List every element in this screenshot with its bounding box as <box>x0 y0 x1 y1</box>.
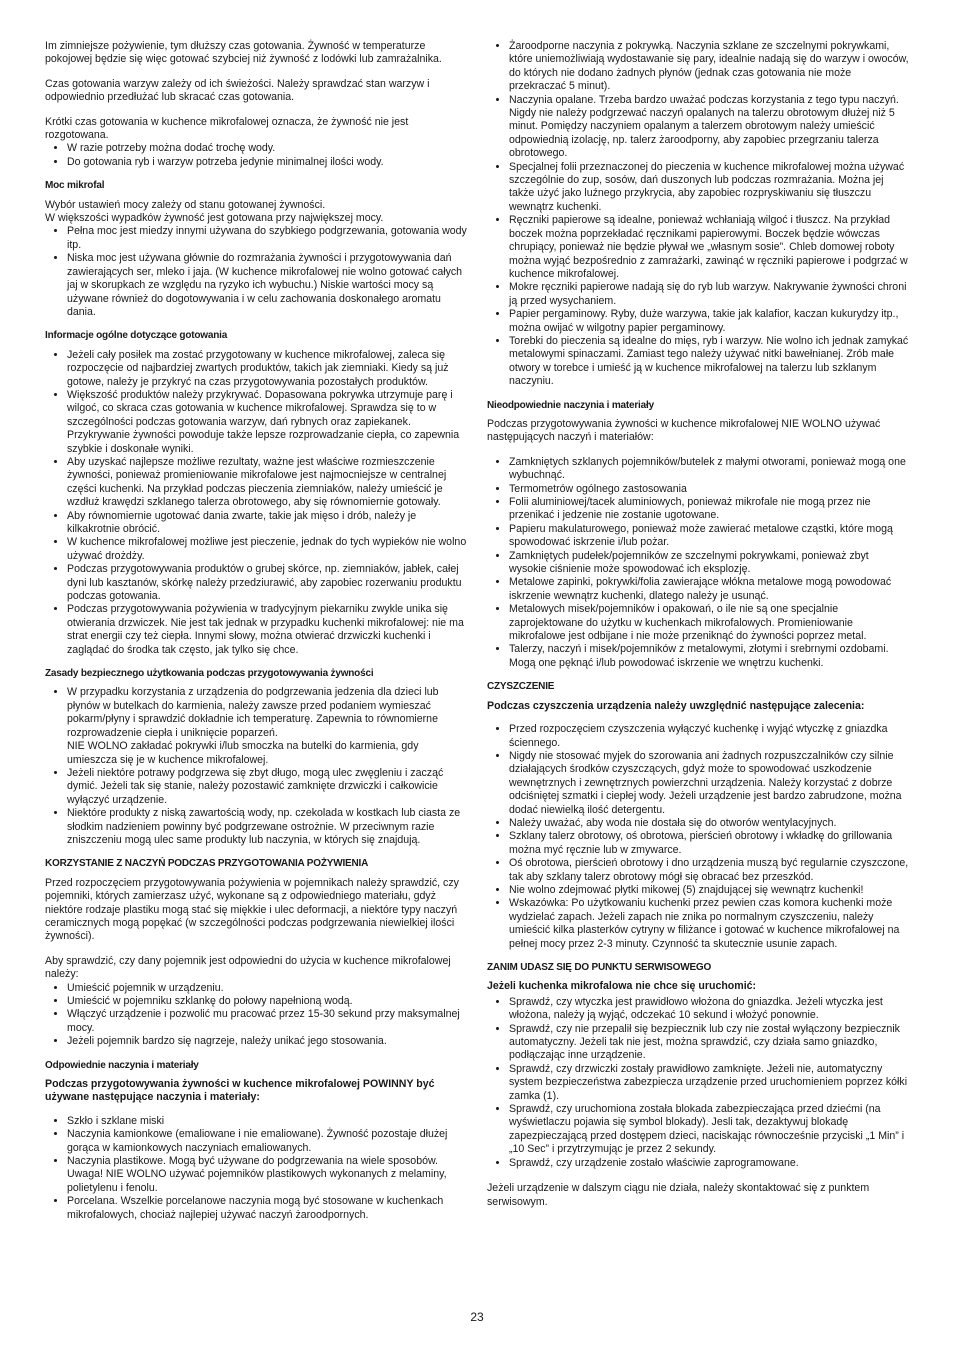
section-heading-korzystanie: KORZYSTANIE Z NACZYŃ PODCZAS PRZYGOTOWANIA POŻYWIENIA <box>45 858 369 870</box>
paragraph: Podczas przygotowywania żywności w kuchence mikrofalowej NIE WOLNO używać następujących naczyń i materiałów: <box>487 417 881 444</box>
section-heading-czyszczenie: CZYSZCZENIE <box>487 681 555 693</box>
intro-paragraph: Im zimniejsze pożywienie, tym dłuższy czas gotowania. Żywność w temperaturze pokojowej będzie się więc gotować szybciej niż żywność z lodówki lub zamrażalnika. <box>45 40 442 66</box>
list-item-extra: NIE WOLNO zakładać pokrywki i/lub smoczka na butelki do karmienia, gdy umieszcza się je w kuchence mikrofalowej. <box>67 740 419 766</box>
list-item: • Zamkniętych pudełek/pojemników ze szczelnymi pokrywkami, ponieważ zbyt wysokie ciśnienie może spowodować ich eksplozję. <box>509 550 909 577</box>
bold-paragraph: Podczas przygotowywania żywności w kuchence mikrofalowej POWINNY być używane następujące naczynia i materiały: <box>45 1078 435 1104</box>
list-item: • Aby uzyskać najlepsze możliwe rezultaty, ważne jest właściwe rozmieszczenie żywności, ponieważ promieniowanie mikrofalowe jest najmocniejsze w centralnej części kuchenki. Na przykład podczas pieczenia ziemniaków, należy umieścić je wzdłuż krawędzi szklanego talerza obrotowego, aby się równomiernie gotowały. <box>67 456 467 510</box>
moc-list <box>45 225 467 319</box>
list-item: • Naczynia plastikowe. Mogą być używane do podgrzewania na wiele sposobów. Uwaga! NIE WOLNO używać pojemników plastikowych wykonanych z melaminy, polietylenu i fenolu. <box>67 1155 467 1195</box>
intro-paragraph: Krótki czas gotowania w kuchence mikrofalowej oznacza, że żywność nie jest rozgotowana. <box>45 115 409 142</box>
nieodpowiednie-list <box>487 456 909 671</box>
list-item: • W razie potrzeby można dodać trochę wody. <box>67 142 467 155</box>
list-item: • Sprawdź, czy wtyczka jest prawidłowo włożona do gniazdka. Jeżeli wtyczka jest włożona, należy ją wyjąć, odczekać 10 sekund i włożyć ponownie. <box>509 996 909 1023</box>
section-heading-odpowiednie: Odpowiednie naczynia i materiały <box>45 1059 199 1071</box>
intro-list <box>45 142 467 169</box>
list-item: • Metalowe zapinki, pokrywki/folia zawierające włókna metalowe mogą powodować iskrzenie wewnątrz kuchenki, dlatego należy je usunąć. <box>509 576 909 603</box>
list-item: • Nie wolno zdejmować płytki mikowej (5) znajdującej się wewnątrz kuchenki! <box>509 884 909 897</box>
list-item: • Nigdy nie stosować myjek do szorowania ani żadnych rozpuszczalników czy silnie działających środków czyszczących, gdyż może to spowodować uszkodzenie wewnętrznych i zewnętrznych powierzchni urządzenia. Należy korzystać z dobrze odciśniętej szmatki i ciepłej wody. Jeżeli urządzenie jest bardzo zabrudzone, można dodać niewielką ilość detergentu. <box>509 750 909 817</box>
section-heading-info: Informacje ogólne dotyczące gotowania <box>45 330 228 342</box>
serwis-list <box>487 996 909 1170</box>
list-item: • Sprawdź, czy nie przepalił się bezpiecznik lub czy nie został wyłączony bezpiecznik automatyczny. Jeżeli tak nie jest, można sprawdzić, czy działa samo gniazdko, podłączając inne urządzenie. <box>509 1023 909 1063</box>
list-item: • Sprawdź, czy urządzenie zostało właściwie zaprogramowane. <box>509 1157 909 1170</box>
list-item: • Należy uważać, aby woda nie dostała się do otworów wentylacyjnych. <box>509 817 909 830</box>
list-item: • Pełna moc jest miedzy innymi używana do szybkiego podgrzewania, gotowania wody itp. <box>67 225 467 252</box>
list-item: • Ręczniki papierowe są idealne, ponieważ wchłaniają wilgoć i tłuszcz. Na przykład boczek można poprzekładać ręcznikami papierowymi. Boczek będzie wówczas chrupiący, ponieważ nie będzie pływał we „własnym sosie”. Chleb domowej roboty można wyjąć bezpośrednio z zamrażarki, zawinąć w ręczniki papierowe i podgrzać w kuchence mikrofalowej. <box>509 214 909 281</box>
section-heading-zasady: Zasady bezpiecznego użytkowania podczas przygotowywania żywności <box>45 668 374 680</box>
list-item: • Do gotowania ryb i warzyw potrzeba jedynie minimalnej ilości wody. <box>67 156 467 169</box>
list-item: • Większość produktów należy przykrywać. Dopasowana pokrywka utrzymuje parę i wilgoć, co skraca czas gotowania w kuchence mikrofalowej. Sprawdza się to w szczególności podczas gotowania warzyw, dań rybnych oraz zapiekanek. Przykrywanie żywności powoduje także lepsze rozprowadzanie ciepła, co zapewnia szybkie i doskonałe wyniki. <box>67 389 467 456</box>
list-item: • Torebki do pieczenia są idealne do mięs, ryb i warzyw. Nie wolno ich jednak zamykać metalowymi spinaczami. Zamiast tego należy używać nitki bawełnianej. Zrób małe otwory w torebce i umieść ją w kuchence mikrofalowej na talerzu lub szklanym naczyniu. <box>509 335 909 389</box>
zasady-list <box>45 686 467 847</box>
intro-paragraph: Czas gotowania warzyw zależy od ich świeżości. Należy sprawdzać stan warzyw i odpowiednio przedłużać lub skracać czas gotowania. <box>45 77 430 104</box>
czyszczenie-list <box>487 723 909 951</box>
list-item: • Jeżeli cały posiłek ma zostać przygotowany w kuchence mikrofalowej, zaleca się rozpoczęcie od najbardziej zwartych produktów, takich jak ziemniaki. Kiedy są już gotowe, należy je przykryć na czas przygotowywania pozostałych produktów. <box>67 349 467 389</box>
list-item: • Oś obrotowa, pierścień obrotowy i dno urządzenia muszą być regularnie czyszczone, tak aby szklany talerz obrotowy mógł się obracać bez przeszkód. <box>509 857 909 884</box>
section-heading-moc: Moc mikrofal <box>45 180 105 192</box>
list-item: • Podczas przygotowywania pożywienia w tradycyjnym piekarniku zwykle unika się otwierania drzwiczek. Nie jest tak jednak w przypadku kuchenki mikrofalowej: nie ma strat energii czy też ciepła. Innymi słowy, można otwierać drzwiczki kuchenki i zaglądać do środka tak często, jak tylko się chce. <box>67 603 467 657</box>
list-item: • Papier pergaminowy. Ryby, duże warzywa, takie jak kalafior, kaczan kukurydzy itp., można owijać w wilgotny papier pergaminowy. <box>509 308 909 335</box>
odpowiednie-continued-list <box>487 40 909 389</box>
list-item: • Żaroodporne naczynia z pokrywką. Naczynia szklane ze szczelnymi pokrywkami, które uniemożliwiają wydostawanie się pary, idealnie nadają się do warzyw i owoców, do których nie dodano żadnych płynów (jednak czas gotowania nie może przekraczać 5 minut). <box>509 40 909 94</box>
list-item: • Szklany talerz obrotowy, oś obrotowa, pierścień obrotowy i wkładkę do grillowania można myć ręcznie lub w zmywarce. <box>509 830 909 857</box>
bold-paragraph: Podczas czyszczenia urządzenia należy uwzględnić następujące zalecenia: <box>487 699 865 712</box>
page-number: 23 <box>470 1310 484 1324</box>
odpowiednie-list <box>45 1115 467 1222</box>
list-item: • Mokre ręczniki papierowe nadają się do ryb lub warzyw. Nakrywanie żywności chroni ją przed wysychaniem. <box>509 281 909 308</box>
section-heading-serwis: ZANIM UDASZ SIĘ DO PUNKTU SERWISOWEGO <box>487 962 712 973</box>
list-item: • Papieru makulaturowego, ponieważ może zawierać metalowe cząstki, które mogą spowodować iskrzenie i/lub pożar. <box>509 523 909 550</box>
list-item: • Termometrów ogólnego zastosowania <box>509 483 909 496</box>
list-item: • Sprawdź, czy drzwiczki zostały prawidłowo zamknięte. Jeżeli nie, automatyczny system bezpieczeństwa zabezpiecza urządzenie przed uruchomieniem poprzez kółki zamka (1). <box>509 1063 909 1103</box>
list-item: • Metalowych misek/pojemników i opakowań, o ile nie są one specjalnie zaprojektowane do użytku w kuchenkach mikrofalowych. Promieniowanie mikrofalowe jest odbijane i nie może przeniknąć do żywności poprzez metal. <box>509 603 909 643</box>
list-item: • Aby równomiernie ugotować dania zwarte, takie jak mięso i drób, należy je kilkakrotnie obrócić. <box>67 510 467 537</box>
list-item: • Jeżeli pojemnik bardzo się nagrzeje, należy unikać jego stosowania. <box>67 1035 467 1048</box>
list-item: • Wskazówka: Po użytkowaniu kuchenki przez pewien czas komora kuchenki może wydzielać zapach. Jeżeli zapach nie znika po normalnym czyszczeniu, należy umieścić kilka plasterków cytryny w filiżance i gotować w kuchence mikrofalowej na pełnej mocy przez 2-3 minuty. Czynność ta skutecznie usunie zapach. <box>509 897 909 951</box>
left-column <box>45 40 467 1231</box>
paragraph: Wybór ustawień mocy zależy od stanu gotowanej żywności. <box>45 198 326 211</box>
list-item: • Folii aluminiowej/tacek aluminiowych, ponieważ mikrofale nie mogą przez nie przenikać i jedzenie nie zostanie ugotowane. <box>509 496 909 523</box>
paragraph: Aby sprawdzić, czy dany pojemnik jest odpowiedni do użycia w kuchence mikrofalowej należy: <box>45 954 451 981</box>
list-item: • Podczas przygotowywania produktów o grubej skórce, np. ziemniaków, jabłek, całej dyni lub kasztanów, skórkę należy przedziurawić, aby zapobiec rozerwaniu produktu podczas gotowania. <box>67 563 467 603</box>
list-item: • Porcelana. Wszelkie porcelanowe naczynia mogą być stosowane w kuchenkach mikrofalowych, chociaż najlepiej używać naczyń żaroodpornych. <box>67 1195 467 1222</box>
right-column <box>487 40 909 1220</box>
list-item: • Sprawdź, czy uruchomiona została blokada zabezpieczająca przed dziećmi (na wyświetlaczu pojawia się symbol blokady). Jesli tak, dezaktywuj blokadę zapezpieczającą przed dostępem dzieci, naciskając równocześnie przyciski „1 Min” i „10 Sec” i przytrzymując je przez 2 sekundy. <box>509 1103 909 1157</box>
paragraph: W większości wypadków żywność jest gotowana przy największej mocy. <box>45 212 384 225</box>
list-item <box>67 686 467 766</box>
info-list <box>45 349 467 657</box>
list-item-text: W przypadku korzystania z urządzenia do podgrzewania jedzenia dla dzieci lub płynów w butelkach do karmienia, należy zawsze przed podaniem wymieszać pokarm/płyny i sprawdzić dokładnie ich temperaturę. Zapewnia to równomierne rozprowadzenie ciepła i uniknięcie poparzeń. <box>67 686 439 739</box>
section-heading-nieodpowiednie: Nieodpowiednie naczynia i materiały <box>487 399 654 411</box>
paragraph: Przed rozpoczęciem przygotowywania pożywienia w pojemnikach należy sprawdzić, czy pojemniki, których zamierzasz użyć, wykonane są z odpowiedniego materiału, gdyż niektóre rodzaje plastiku mogą stać się miękkie i ulec deformacji, a niektóre typy naczyń ceramicznych mogą popękać (w szczególności podczas podgrzewania niewielkiej ilości żywności). <box>45 876 459 943</box>
bold-paragraph: Jeżeli kuchenka mikrofalowa nie chce się uruchomić: <box>487 980 757 993</box>
list-item: • Naczynia opalane. Trzeba bardzo uważać podczas korzystania z tego typu naczyń. Nigdy nie należy podgrzewać naczyń opalanych na talerzu obrotowym dłużej niż 5 minut. Pomiędzy naczyniem opalanym a talerzem obrotowym należy umieścić odpowiednią izolację, np. talerz żaroodporny, aby zapobiec przegrzaniu talerza obrotowego. <box>509 94 909 161</box>
list-item: • Włączyć urządzenie i pozwolić mu pracować przez 15-30 sekund przy maksymalnej mocy. <box>67 1008 467 1035</box>
list-item: • Niska moc jest używana głównie do rozmrażania żywności i przygotowywania dań zawierających ser, mleko i jaja. (W kuchence mikrofalowej nie wolno gotować całych jaj w skorupkach ze względu na ryzyko ich wybuchu.) Niskie wartości mocy są używane również do dogotowywania i w celu zachowania doskonałego aromatu dania. <box>67 252 467 319</box>
list-item: • Specjalnej folii przeznaczonej do pieczenia w kuchence mikrofalowej można używać szczególnie do zup, sosów, dań duszonych lub podczas rozmrażania. Można jej także użyć jako luźnego przykrycia, aby zapobiec rozpryskiwaniu się tłuszczu wewnątrz kuchenki. <box>509 161 909 215</box>
closing-paragraph: Jeżeli urządzenie w dalszym ciągu nie działa, należy skontaktować się z punktem serwisowym. <box>487 1182 870 1208</box>
list-item: • Przed rozpoczęciem czyszczenia wyłączyć kuchenkę i wyjąć wtyczkę z gniazdka ściennego. <box>509 723 909 750</box>
korzystanie-list <box>45 982 467 1049</box>
list-item: • Naczynia kamionkowe (emaliowane i nie emaliowane). Żywność pozostaje dłużej gorąca w kamionkowych naczyniach emaliowanych. <box>67 1128 467 1155</box>
list-item: • Talerzy, naczyń i misek/pojemników z metalowymi, złotymi i srebrnymi ozdobami. Mogą one pęknąć i/lub powodować iskrzenie we wnętrzu kuchenki. <box>509 643 909 670</box>
list-item: • W kuchence mikrofalowej możliwe jest pieczenie, jednak do tych wypieków nie wolno używać drożdży. <box>67 536 467 563</box>
list-item: • Umieścić w pojemniku szklankę do połowy napełnioną wodą. <box>67 995 467 1008</box>
list-item: • Niektóre produkty z niską zawartością wody, np. czekolada w kostkach lub ciasta ze słodkim nadzieniem powinny być podgrzewane ostrożnie. W przeciwnym razie zniszczeniu mogą ulec same produkty lub naczynia, w których się znajdują. <box>67 807 467 847</box>
list-item: • Umieścić pojemnik w urządzeniu. <box>67 982 467 995</box>
list-item: • Szkło i szklane miski <box>67 1115 467 1128</box>
list-item: • Zamkniętych szklanych pojemników/butelek z małymi otworami, ponieważ mogą one wybuchnąć. <box>509 456 909 483</box>
list-item: • Jeżeli niektóre potrawy podgrzewa się zbyt długo, mogą ulec zwęgleniu i zacząć dymić. Jeżeli tak się stanie, należy pozostawić zamknięte drzwiczki i całkowicie wyłączyć urządzenie. <box>67 767 467 807</box>
